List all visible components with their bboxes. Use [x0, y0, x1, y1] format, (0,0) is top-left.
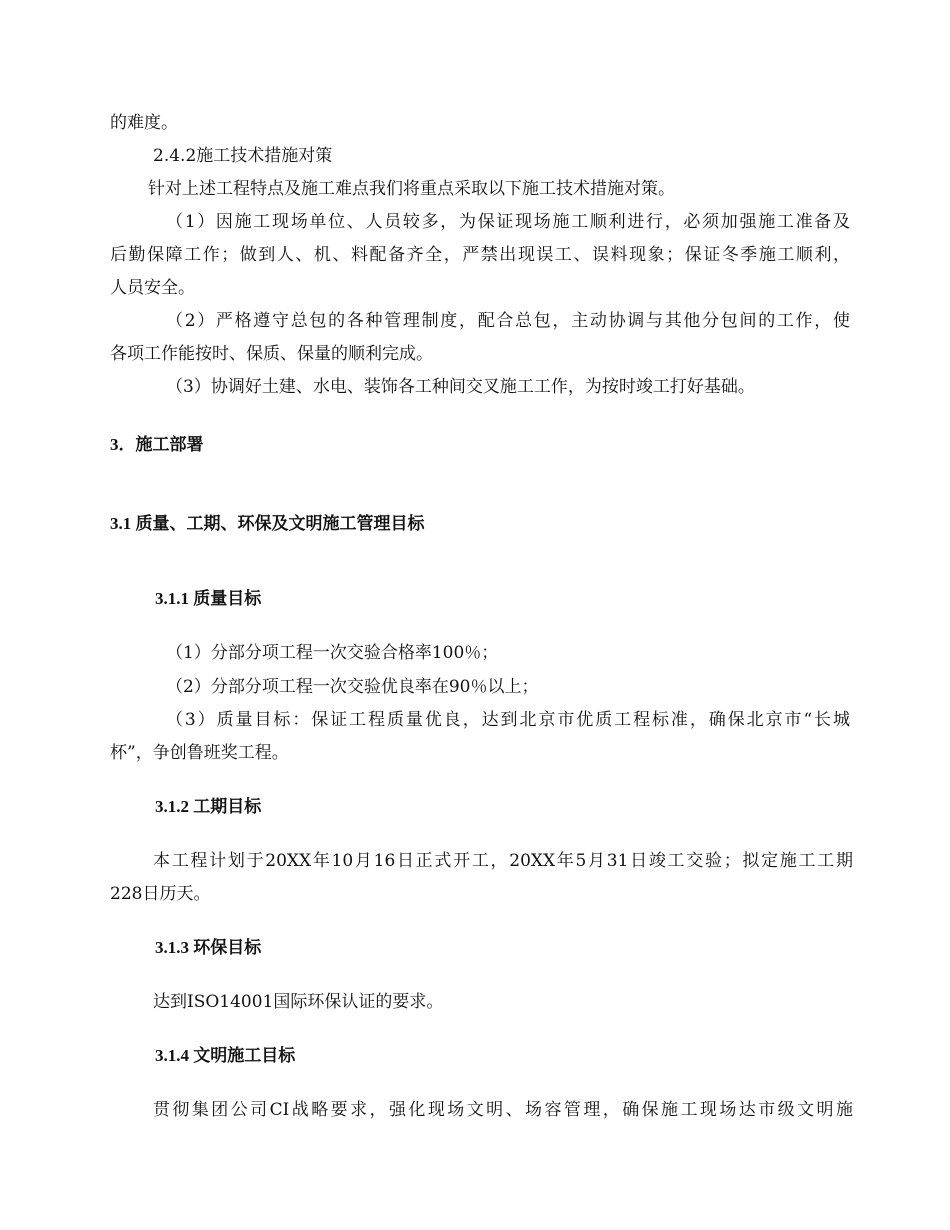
list-item-1-line: 后勤保障工作；做到人、机、料配备齐全，严禁出现误工、误料现象；保证冬季施工顺利，: [110, 245, 850, 265]
heading-3-1-1: 3.1.1 质量目标: [155, 589, 262, 608]
schedule-paragraph-line: 本工程计划于20XX年10月16日正式开工，20XX年5月31日竣工交验；拟定施工工期: [153, 851, 853, 871]
quality-item-1: （1）分部分项工程一次交验合格率100％；: [166, 643, 499, 663]
schedule-paragraph-line: 228日历天。: [110, 884, 211, 904]
paragraph-line: 针对上述工程特点及施工难点我们将重点采取以下施工技术措施对策。: [148, 179, 675, 199]
heading-3-1-3: 3.1.3 环保目标: [155, 938, 262, 957]
heading-3-1: 3.1 质量、工期、环保及文明施工管理目标: [110, 514, 425, 533]
list-item-2-line: 各项工作能按时、保质、保量的顺利完成。: [110, 344, 433, 364]
paragraph-line: 的难度。: [110, 113, 178, 133]
quality-item-3-line: 杯”，争创鲁班奖工程。: [110, 743, 289, 763]
section-heading-2-4-2: 2.4.2施工技术措施对策: [153, 146, 333, 166]
heading-3-1-4: 3.1.4 文明施工目标: [155, 1046, 296, 1065]
list-item-3-line: （3）协调好土建、水电、装饰各工种间交叉施工工作，为按时竣工打好基础。: [166, 377, 755, 397]
list-item-1-line: （1）因施工现场单位、人员较多，为保证现场施工顺利进行，必须加强施工准备及: [166, 212, 850, 232]
list-item-1-line: 人员安全。: [110, 278, 195, 298]
list-item-2-line: （2）严格遵守总包的各种管理制度，配合总包，主动协调与其他分包间的工作，使: [166, 311, 850, 331]
quality-item-2: （2）分部分项工程一次交验优良率在90％以上；: [166, 677, 539, 697]
heading-3: 3．施工部署: [110, 435, 204, 454]
heading-3-1-2: 3.1.2 工期目标: [155, 797, 262, 816]
environment-paragraph: 达到ISO14001国际环保认证的要求。: [153, 992, 444, 1012]
civilized-construction-paragraph-line: 贯彻集团公司CI战略要求，强化现场文明、场容管理，确保施工现场达市级文明施: [153, 1100, 853, 1120]
quality-item-3-line: （3）质量目标：保证工程质量优良，达到北京市优质工程标准，确保北京市“长城: [166, 710, 850, 730]
